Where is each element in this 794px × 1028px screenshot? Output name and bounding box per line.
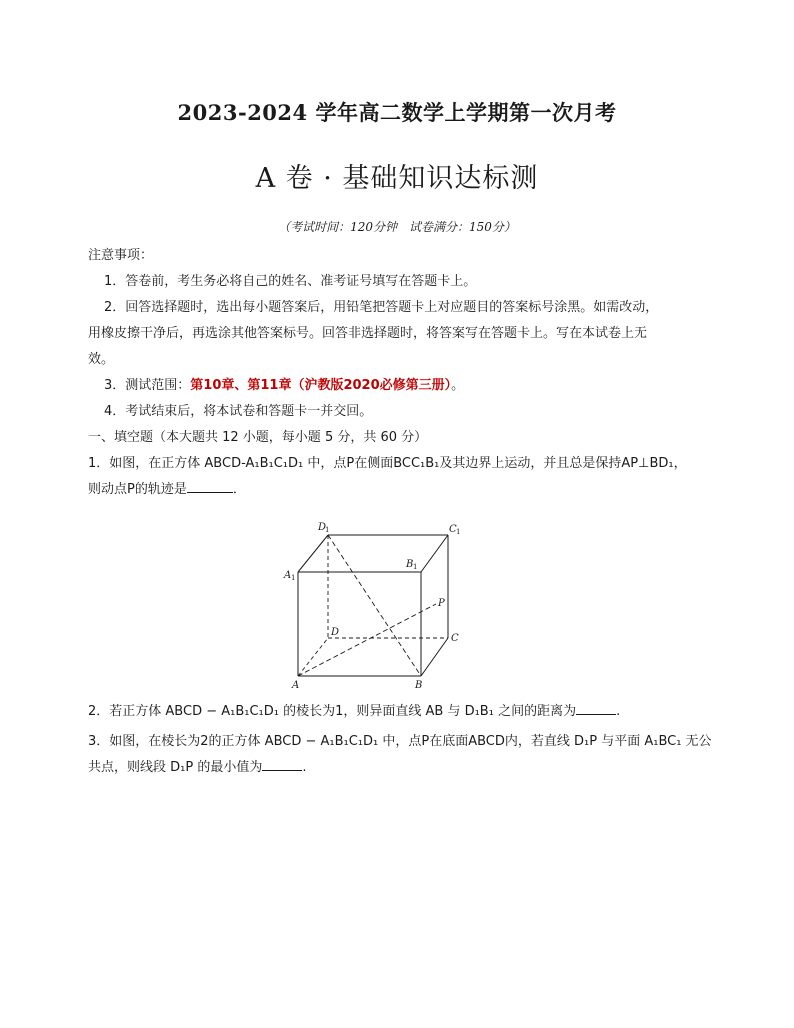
question-2-end: . bbox=[616, 704, 621, 719]
note-item-3-prefix: 3．测试范围： bbox=[104, 378, 191, 393]
edge-a-d-hidden bbox=[298, 638, 328, 676]
notes-heading: 注意事项： bbox=[88, 248, 154, 263]
label-b1-sub: 1 bbox=[413, 563, 418, 571]
cube-figure bbox=[276, 516, 476, 696]
edge-a1-d1 bbox=[298, 535, 328, 572]
label-c1: C bbox=[449, 524, 457, 535]
note-item-2-line-2: 用橡皮擦干净后，再选涂其他答案标号。回答非选择题时，将答案写在答题卡上。写在本试卷上无 bbox=[88, 326, 648, 341]
note-item-4: 4．考试结束后，将本试卷和答题卡一并交回。 bbox=[104, 404, 373, 419]
note-item-1: 1．答卷前，考生务必将自己的姓名、准考证号填写在答题卡上。 bbox=[104, 274, 477, 289]
question-1-line-1: 1．如图，在正方体 ABCD-A₁B₁C₁D₁ 中，点P在侧面BCC₁B₁及其边界上运动，并且总是保持AP⊥BD₁， bbox=[88, 456, 687, 471]
question-1-text: 则动点P的轨迹是 bbox=[88, 482, 187, 497]
question-1-line-2 bbox=[88, 477, 704, 503]
answer-blank-2[interactable] bbox=[576, 702, 616, 715]
notes-section bbox=[88, 243, 704, 503]
test-scope: 第10章、第11章（沪教版2020必修第三册） bbox=[190, 378, 452, 393]
label-d: D bbox=[331, 627, 340, 638]
note-item-3-suffix: 。 bbox=[451, 378, 465, 393]
question-2-text: 2．若正方体 ABCD − A₁B₁C₁D₁ 的棱长为1，则异面直线 AB 与 D₁B₁ 之间的距离为 bbox=[88, 704, 577, 719]
question-3-text: 共点，则线段 D₁P 的最小值为 bbox=[88, 760, 263, 775]
edge-b1-c1 bbox=[421, 535, 448, 572]
label-a: A bbox=[292, 680, 300, 691]
question-3-line-1: 3．如图，在棱长为2的正方体 ABCD − A₁B₁C₁D₁ 中，点P在底面ABCD内，若直线 D₁P 与平面 A₁BC₁ 无公 bbox=[88, 734, 712, 749]
note-item-2-line-1: 2．回答选择题时，选出每小题答案后，用铅笔把答题卡上对应题目的答案标号涂黑。如需改动， bbox=[104, 300, 659, 315]
edge-b-c bbox=[421, 638, 448, 676]
label-a1: A bbox=[284, 570, 292, 581]
note-item-2-line-3: 效。 bbox=[88, 352, 115, 367]
answer-blank-3[interactable] bbox=[262, 758, 302, 771]
label-b: B bbox=[415, 680, 423, 691]
label-c1-sub: 1 bbox=[456, 528, 461, 536]
question-2 bbox=[88, 699, 708, 725]
label-d1-sub: 1 bbox=[325, 526, 330, 534]
segment-a-p bbox=[298, 604, 436, 676]
diagonal-d1-b bbox=[328, 535, 421, 676]
page-title: 2023-2024 学年高二数学上学期第一次月考 bbox=[177, 100, 617, 125]
note-item-3 bbox=[88, 373, 704, 399]
question-3-end: . bbox=[302, 760, 307, 775]
label-p: P bbox=[438, 598, 445, 609]
label-c: C bbox=[451, 633, 459, 644]
label-b1: B bbox=[406, 559, 414, 570]
question-3-line-2 bbox=[88, 755, 708, 781]
question-1-end: ． bbox=[232, 482, 246, 497]
page-subtitle: A 卷 · 基础知识达标测 bbox=[255, 163, 539, 194]
label-a1-sub: 1 bbox=[291, 574, 296, 582]
section-1-heading: 一、填空题（本大题共 12 小题，每小题 5 分，共 60 分） bbox=[88, 430, 428, 445]
answer-blank-1[interactable] bbox=[187, 480, 233, 493]
question-3 bbox=[88, 729, 712, 781]
exam-info: （考试时间：120分钟 试卷满分：150分） bbox=[278, 220, 516, 234]
label-d1: D bbox=[318, 522, 327, 533]
question-2-line-1 bbox=[88, 699, 708, 725]
